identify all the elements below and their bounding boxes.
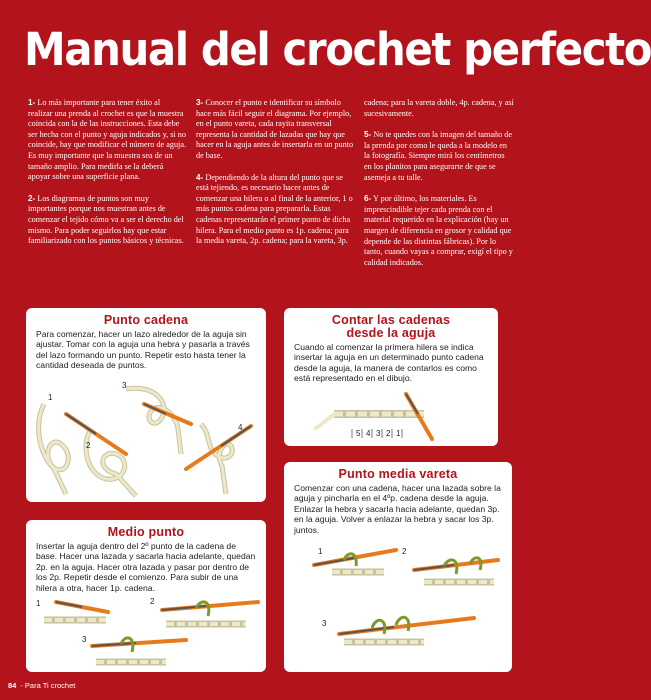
panel-title: Punto cadena — [103, 313, 189, 327]
tip-number: 5- — [364, 130, 372, 140]
step-number: 3 — [322, 619, 327, 628]
tip-4-continued — [364, 98, 514, 119]
intro-column-1 — [28, 98, 186, 258]
yarn-loop-3 — [126, 388, 181, 454]
tip-4 — [196, 173, 354, 247]
panel-title-line1: Contar las cadenas — [331, 313, 451, 327]
step-number: 2 — [402, 547, 407, 556]
panel-title — [284, 314, 498, 340]
tip-2 — [28, 194, 186, 247]
media-vareta-illustration — [284, 530, 512, 670]
step-number: 3 — [122, 381, 127, 390]
step-number: 1 — [318, 547, 323, 556]
tip-text: Conocer el punto e identificar su símbolo hace más fácil seguir el diagrama. Por ejemplo, en el punto vareta, cada rayita transversal representa la cantidad de lazadas que hay que hacer en la aguja antes de insertarla en un punto de base. — [196, 98, 354, 160]
count-label: 5 — [356, 429, 361, 438]
magazine-name: - Para Ti crochet — [20, 681, 76, 690]
tip-5 — [364, 130, 514, 183]
tip-number: 2- — [28, 193, 36, 203]
intro-column-2 — [196, 98, 354, 258]
panel-media-vareta — [284, 462, 512, 672]
panel-medio-punto — [26, 520, 266, 672]
step-number: 2 — [150, 597, 155, 606]
panel-title: Medio punto — [107, 525, 185, 539]
panel-text: Para comenzar, hacer un lazo alrededor de la aguja sin ajustar. Tomar con la aguja una hebra y pasarla a través del lazo formando un punto. Repetir esto hasta tener la cantidad deseada de puntos. — [36, 329, 250, 371]
panel-title-line2: desde la aguja — [346, 326, 436, 340]
page-footer — [8, 681, 75, 690]
step-number: 4 — [238, 423, 243, 432]
count-label: 1 — [396, 429, 401, 438]
panel-punto-cadena — [26, 308, 266, 502]
tip-number: 3- — [196, 98, 204, 107]
tip-number: 6- — [364, 194, 372, 204]
tip-1 — [28, 98, 186, 183]
contar-illustration — [284, 384, 498, 444]
tip-text: cadena; para la vareta doble, 4p. cadena, y así sucesivamente. — [364, 98, 514, 118]
panel-contar-cadenas — [284, 308, 498, 446]
tip-text: Lo más importante para tener éxito al realizar una prenda al crochet es que la muestra coincida con la de las instrucciones. Esta debe ser hecha con el punto y aguja indicados y, si no coincide, hay que modificar el número de aguja. Es muy importante que la muestra sea de un tamaño amplio. Para medirla se la deberá apoyar sobre una superficie plana. — [28, 98, 187, 182]
panel-text: Comenzar con una cadena, hacer una lazada sobre la aguja y pincharla en el 4ºp. cadena desde la aguja. Enlazar la hebra y sacarla hacia adelante, quedan 3p. en la aguja. Volver a enlazar la hebra y sacar los 3p. juntos. — [294, 483, 501, 535]
tip-number: 1- — [28, 98, 36, 107]
cadena-illustration — [26, 374, 266, 502]
tip-number: 4- — [196, 172, 204, 182]
page-title: Manual del crochet perfecto — [24, 23, 651, 76]
tip-3 — [196, 98, 354, 162]
intro-column-3 — [364, 98, 514, 279]
medio-punto-illustration — [26, 590, 266, 672]
panel-text: Insertar la aguja dentro del 2º punto de la cadena de base. Hacer una lazada y sacarla hacia adelante, quedan 2p. en la aguja. Hacer otra lazada y pasar por dentro de los 2p. Repetir desde el comienzo. Para subir de una hilera a otra, hacer 1p. cadena. — [36, 541, 256, 593]
tip-6 — [364, 194, 514, 268]
tip-text: Y por último, los materiales. Es imprescindible tejer cada prenda con el material requerido en la explicación (hay un margen de diferencia en grosor y calidad que depende de las distintas fábricas). Por lo tanto, cuando vayas a comprar, exigí el tipo y calidad indicados. — [364, 194, 513, 267]
count-label: 2 — [386, 429, 391, 438]
step-number: 1 — [48, 393, 53, 402]
count-label: 3 — [376, 429, 381, 438]
tip-text: Los diagramas de puntos son muy importantes porque nos muestran antes de comenzar el tejido cómo va a ser el derecho del mismo. Para poder seguirlos hay que estar familiarizado con los puntos básicos y técnicas. — [28, 193, 184, 246]
step-number: 3 — [82, 635, 87, 644]
count-label: 4 — [366, 429, 371, 438]
chain-count-labels — [356, 429, 401, 438]
tip-text: Dependiendo de la altura del punto que se está tejiendo, es necesario hacer antes de comenzar una hilera o al final de la anterior, 1 o más puntos cadena para prepararla. Estas cadenas representarán el primer punto de dicha hilera. Para el medio punto es 1p. cadena; para la media vareta, 2p. cadena; para la vareta, 3p. — [196, 172, 353, 246]
tip-text: No te quedes con la imagen del tamaño de la prenda por como le queda a la modelo en la fotografía. Siempre mirá los centímetros en los planitos para asegurarte de que se asemeja a tu talle. — [364, 130, 513, 182]
step-number: 2 — [86, 441, 91, 450]
panel-title: Punto media vareta — [338, 467, 458, 481]
page-number: 84 — [8, 681, 17, 690]
yarn-end — [314, 414, 336, 429]
panel-text: Cuando al comenzar la primera hilera se indica insertar la aguja en un determinado punto cadena desde la aguja, la manera de contarlos es como está representado en el dibujo. — [294, 342, 484, 384]
step-number: 1 — [36, 599, 41, 608]
